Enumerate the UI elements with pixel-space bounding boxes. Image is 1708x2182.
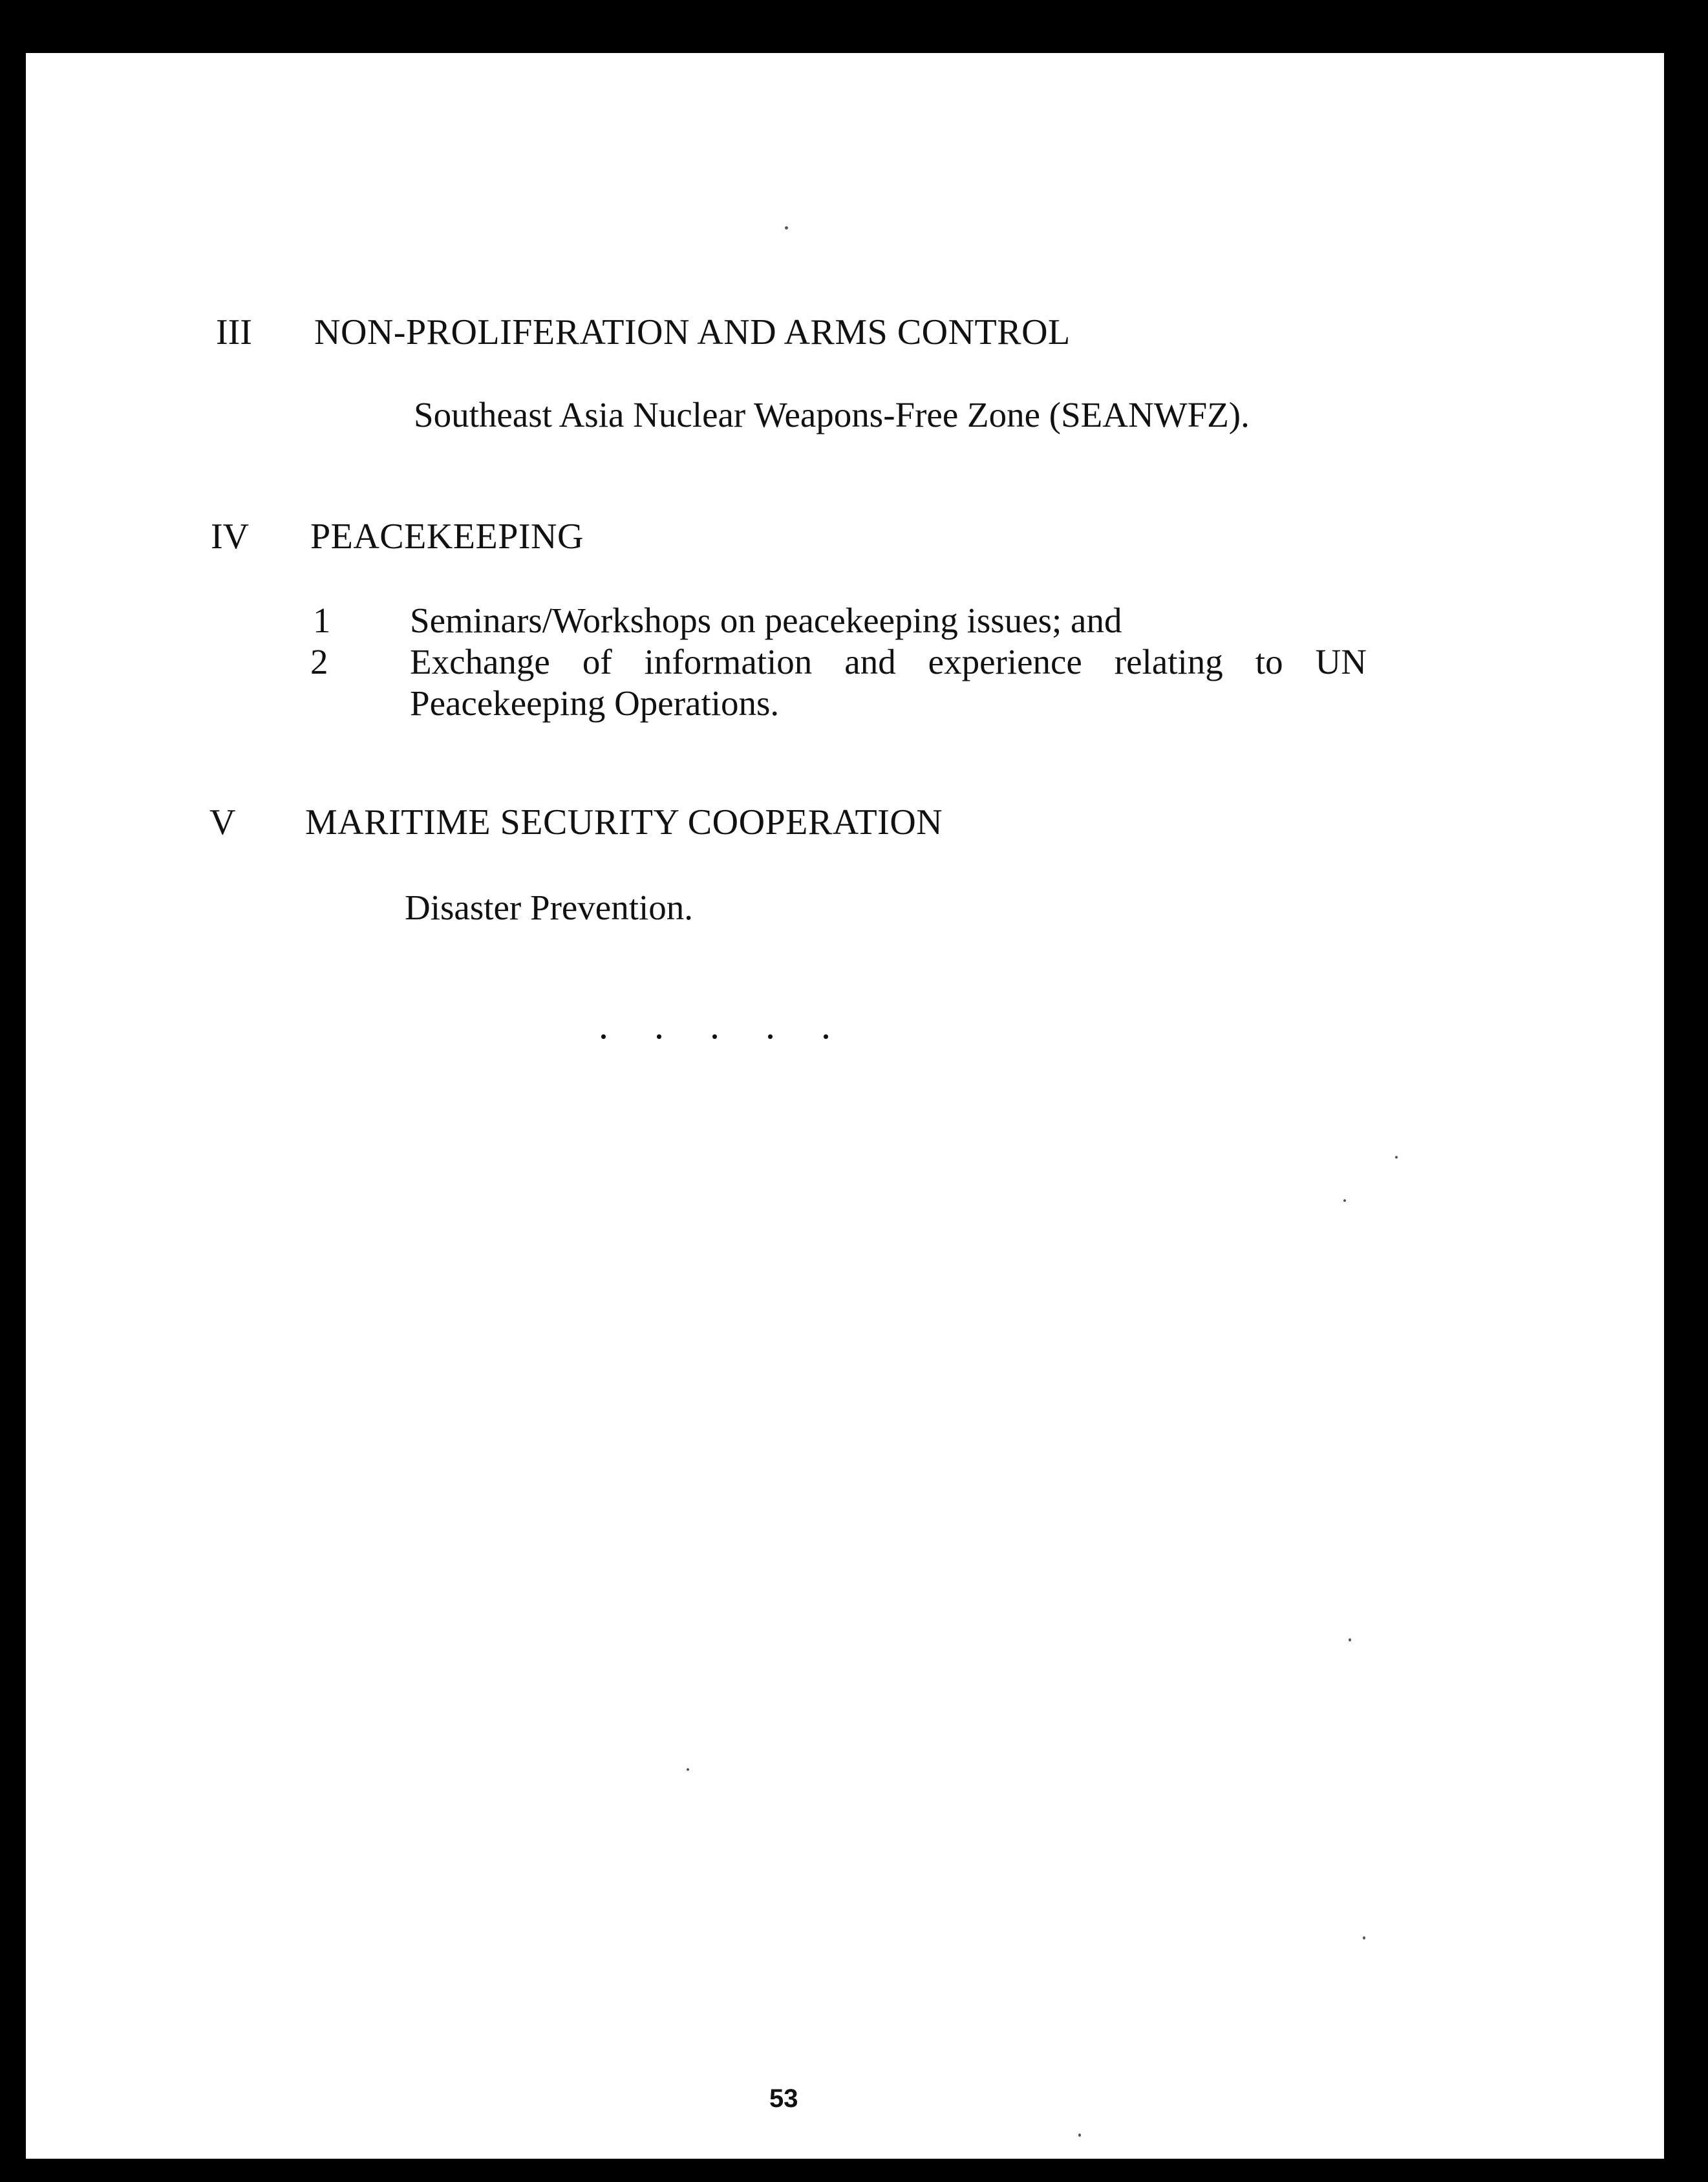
section-separator: . . . . . bbox=[599, 1004, 849, 1047]
section-numeral: III bbox=[216, 312, 252, 352]
list-item-number: 2 bbox=[310, 642, 328, 681]
scan-speck bbox=[1363, 1936, 1365, 1940]
scan-border-left bbox=[0, 0, 26, 2182]
section-numeral: V bbox=[209, 802, 236, 842]
paper-sheet bbox=[26, 53, 1664, 2159]
section-heading: PEACEKEEPING bbox=[310, 517, 584, 557]
scan-speck bbox=[1343, 1199, 1346, 1202]
list-item-number: 1 bbox=[313, 601, 331, 640]
section-heading: MARITIME SECURITY COOPERATION bbox=[305, 802, 943, 842]
scan-speck bbox=[785, 226, 788, 230]
section-text: Southeast Asia Nuclear Weapons-Free Zone (SEANWFZ). bbox=[414, 395, 1250, 434]
list-item-text: Seminars/Workshops on peacekeeping issues; and bbox=[410, 601, 1122, 640]
scan-speck bbox=[687, 1768, 689, 1771]
section-text: Disaster Prevention. bbox=[405, 888, 694, 927]
scan-speck bbox=[1078, 2134, 1081, 2137]
scan-border-bottom bbox=[0, 2159, 1708, 2182]
list-item-text-continued: Peacekeeping Operations. bbox=[410, 683, 780, 723]
scan-border-top bbox=[0, 0, 1708, 53]
scan-speck bbox=[1395, 1156, 1398, 1159]
section-numeral: IV bbox=[211, 517, 250, 557]
page-number: 53 bbox=[769, 2084, 798, 2113]
list-item-text: Exchange of information and experience relating to UN bbox=[410, 642, 1367, 681]
scan-speck bbox=[1349, 1638, 1351, 1642]
scan-border-right bbox=[1664, 0, 1708, 2182]
section-heading: NON-PROLIFERATION AND ARMS CONTROL bbox=[314, 312, 1071, 352]
